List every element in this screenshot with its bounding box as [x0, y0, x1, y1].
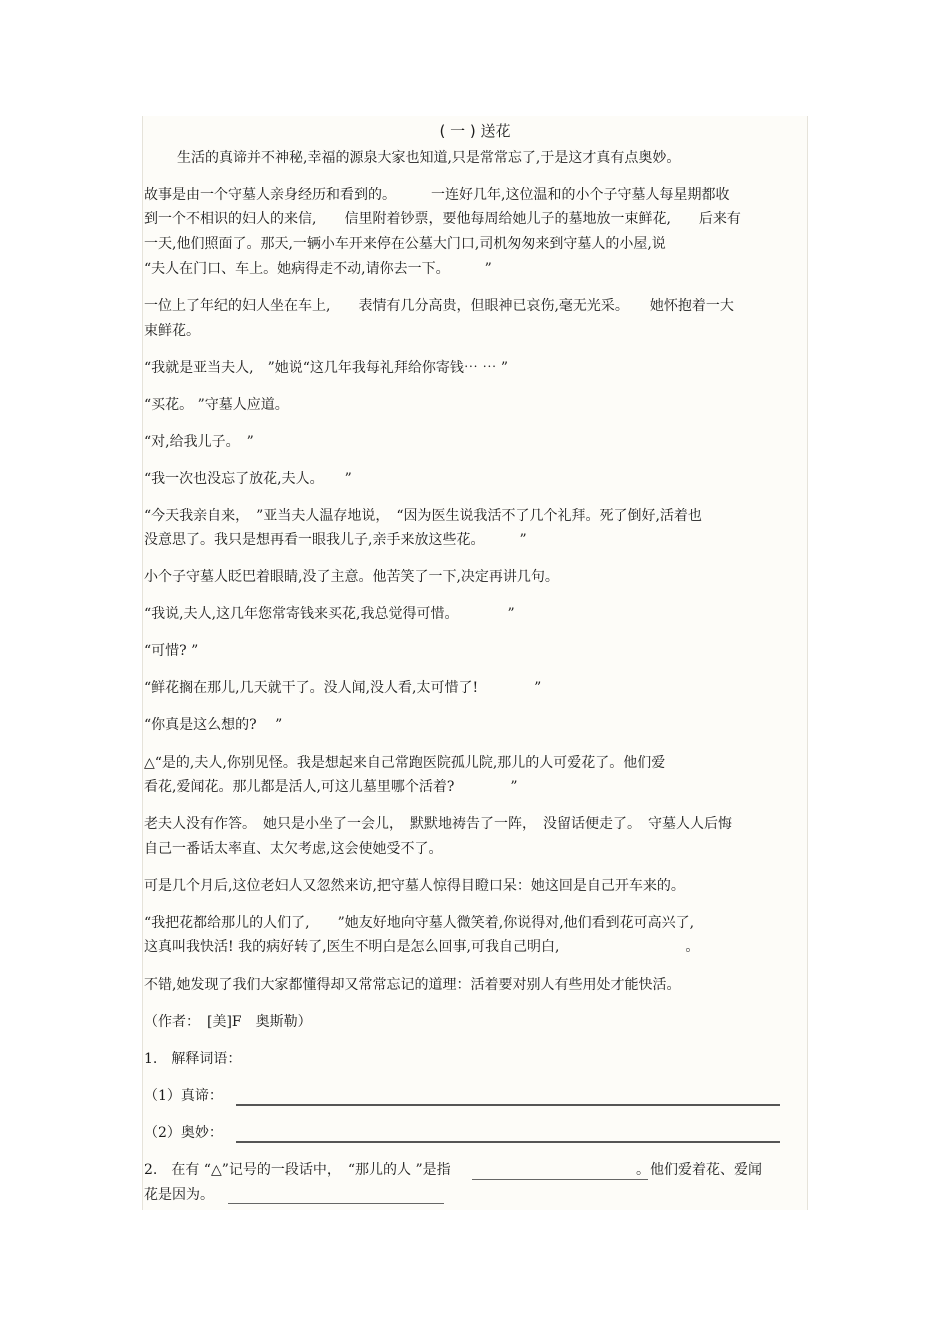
- answer-line-reason[interactable]: [228, 1203, 444, 1204]
- text-line-p12: “鲜花搁在那儿,几天就干了。没人闻,没人看,太可惜了! ”: [144, 680, 542, 696]
- text-line-p15a: 老夫人没有作答。 她只是小坐了一会儿， 默默地祷告了一阵， 没留话便走了。 守墓人人后悔: [144, 816, 732, 832]
- text-line-q2b: 。他们爱着花、爱闻: [636, 1162, 762, 1178]
- text-line-p16: 可是几个月后,这位老妇人又忽然来访,把守墓人惊得目瞪口呆：她这回是自己开车来的。: [144, 878, 685, 894]
- text-line-p17b: 这真叫我快活! 我的病好转了,医生不明白是怎么回事,可我自己明白, 。: [144, 939, 700, 955]
- text-line-p9: 小个子守墓人眨巴着眼睛,没了主意。他苦笑了一下,决定再讲几句。: [144, 569, 559, 585]
- text-line-p8b: 没意思了。我只是想再看一眼我儿子,亲手来放这些花。 ”: [144, 532, 527, 548]
- text-line-q1b: （2）奥妙：: [144, 1125, 223, 1141]
- text-line-p6: “对,给我儿子。 ”: [144, 434, 254, 450]
- text-line-p13: “你真是这么想的? ”: [144, 717, 283, 733]
- text-line-q1: 1. 解释词语：: [144, 1051, 242, 1067]
- text-line-p19: （作者： [美]F 奥斯勒）: [144, 1014, 312, 1030]
- text-line-p11: “可惜? ”: [144, 643, 199, 659]
- document-page: [142, 116, 808, 1210]
- article-title: ( 一 ) 送花: [439, 122, 511, 140]
- text-line-p17a: “我把花都给那儿的人们了, ”她友好地向守墓人微笑着,你说得对,他们看到花可高兴了,: [144, 915, 695, 931]
- text-line-p3b: 束鲜花。: [144, 323, 200, 339]
- text-line-p18: 不错,她发现了我们大家都懂得却又常常忘记的道理：活着要对别人有些用处才能快活。: [144, 977, 681, 993]
- text-line-p14a: △“是的,夫人,你别见怪。我是想起来自己常跑医院孤儿院,那儿的人可爱花了。他们爱: [144, 755, 666, 771]
- text-line-p7: “我一次也没忘了放花,夫人。 ”: [144, 471, 352, 487]
- text-line-p5: “买花。 ”守墓人应道。: [144, 397, 289, 413]
- text-line-p2c: 一天,他们照面了。那天,一辆小车开来停在公墓大门口,司机匆匆来到守墓人的小屋,说: [144, 236, 666, 252]
- text-line-p2b: 到一个不相识的妇人的来信, 信里附着钞票，要他每周给她儿子的墓地放一束鲜花, 后来有: [144, 211, 741, 227]
- text-line-p4: “我就是亚当夫人, ”她说“这几年我每礼拜给你寄钱⋯ ⋯ ”: [144, 360, 508, 376]
- text-line-p14b: 看花,爱闻花。那儿都是活人,可这儿墓里哪个活着? ”: [144, 779, 518, 795]
- text-line-p10: “我说,夫人,这几年您常寄钱来买花,我总觉得可惜。 ”: [144, 606, 515, 622]
- answer-line-aomiao[interactable]: [236, 1141, 780, 1143]
- answer-line-naer-de-ren[interactable]: [472, 1179, 648, 1180]
- text-line-p8a: “今天我亲自来， ”亚当夫人温存地说， “因为医生说我活不了几个礼拜。死了倒好,活着也: [144, 508, 702, 524]
- text-line-q2c: 花是因为。: [144, 1187, 214, 1203]
- answer-line-zhendi[interactable]: [236, 1104, 780, 1106]
- text-line-q2a: 2. 在有 “△”记号的一段话中， “那儿的人 ”是指: [144, 1162, 451, 1178]
- text-line-p2d: “夫人在门口、车上。她病得走不动,请你去一下。 ”: [144, 261, 492, 277]
- text-line-p3a: 一位上了年纪的妇人坐在车上, 表情有几分高贵，但眼神已哀伤,毫无光采。 她怀抱着一大: [144, 298, 734, 314]
- text-line-p1: 生活的真谛并不神秘,幸福的源泉大家也知道,只是常常忘了,于是这才真有点奥妙。: [177, 150, 681, 166]
- text-line-p2a: 故事是由一个守墓人亲身经历和看到的。 一连好几年,这位温和的小个子守墓人每星期都收: [144, 187, 730, 203]
- text-line-q1a: （1）真谛：: [144, 1088, 223, 1104]
- text-line-p15b: 自己一番话太率直、太欠考虑,这会使她受不了。: [144, 841, 443, 857]
